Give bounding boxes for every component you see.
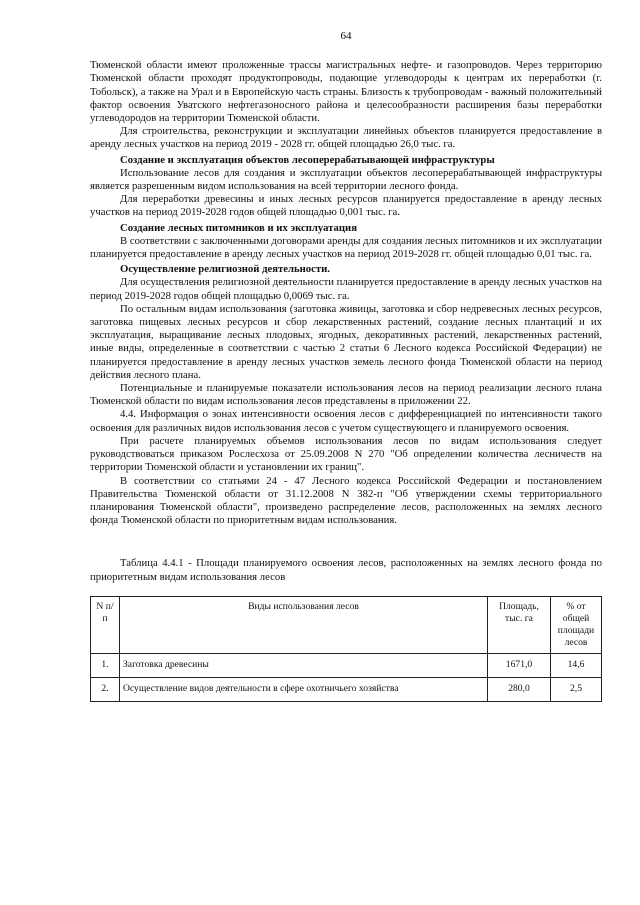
table-row	[91, 653, 602, 677]
section-heading: Создание лесных питомников и их эксплуатация	[120, 221, 357, 234]
header-percent: % от общей площади лесов	[551, 596, 602, 653]
paragraph: Для осуществления религиозной деятельности планируется предоставление в аренду лесных участков на период 2019-2028 годов общей площадью 0,0069 тыс. га.	[90, 276, 602, 302]
paragraph: Тюменской области имеют проложенные трассы магистральных нефте- и газопроводов. Через территорию Тюменской области проходят продуктопроводы, подающие углеводороды к центрам их переработки (г. Тобольск), а также на Урал и в Европейскую часть страны. Близость к трубопроводам - важный положительный фактор освоения Уватского нефтегазоносного района и целесообразности расширения базы переработки углеводородов на территории Тюменской области.	[90, 59, 602, 125]
cell-area: 280,0	[488, 677, 551, 701]
forest-use-table	[90, 596, 602, 702]
text-body	[90, 59, 602, 527]
cell-name: Заготовка древесины	[120, 653, 488, 677]
header-area: Площадь, тыс. га	[488, 596, 551, 653]
spacer	[90, 527, 602, 557]
cell-num: 1.	[91, 653, 120, 677]
table-row	[91, 677, 602, 701]
table-header-row	[91, 596, 602, 653]
page-number: 64	[340, 30, 352, 42]
cell-percent: 2,5	[551, 677, 602, 701]
cell-percent: 14,6	[551, 653, 602, 677]
paragraph: По остальным видам использования (заготовка живицы, заготовка и сбор недревесных лесных ресурсов, заготовка пищевых лесных ресурсов и сбор лекарственных растений, создание лесных плантаций и их эксплуатация, выращивание лесных плодовых, ягодных, декоративных растений, лекарственных растений, иные виды, определенные в соответствии с частью 2 статьи 6 Лесного кодекса Российской Федерации) не планируется предоставление в аренду лесных участков земель лесного фонда Тюменской области на период действия лесного плана.	[90, 302, 602, 381]
paragraph: 4.4. Информация о зонах интенсивности освоения лесов с дифференциацией по интенсивности такого освоения для различных видов использования лесов с учетом существующего и планируемого освоения.	[90, 408, 602, 434]
cell-name: Осуществление видов деятельности в сфере охотничьего хозяйства	[120, 677, 488, 701]
paragraph: В соответствии с заключенными договорами аренды для создания лесных питомников и их эксплуатации планируется предоставление в аренду лесных участков на период 2019-2028 гг. общей площадью 0,01 тыс. га.	[90, 234, 602, 261]
table-caption: Таблица 4.4.1 - Площади планируемого освоения лесов, расположенных на землях лесного фонда по приоритетным видам использования лесов	[90, 557, 602, 583]
header-type: Виды использования лесов	[120, 596, 488, 653]
paragraph: Для переработки древесины и иных лесных ресурсов планируется предоставление в аренду лесных участков на период 2019-2028 годов общей площадью 0,001 тыс. га.	[90, 193, 602, 219]
section-heading: Создание и эксплуатация объектов лесоперерабатывающей инфраструктуры	[120, 153, 495, 166]
paragraph: Потенциальные и планируемые показатели использования лесов на период реализации лесного плана Тюменской области по видам использования лесов представлены в приложении 22.	[90, 382, 602, 408]
paragraph: Для строительства, реконструкции и эксплуатации линейных объектов планируется предоставление в аренду лесных участков на период 2019 - 2028 гг. общей площадью 26,0 тыс. га.	[90, 125, 602, 151]
paragraph: При расчете планируемых объемов использования лесов по видам использования следует руководствоваться приказом Рослесхоза от 25.09.2008 N 270 "Об определении количества лесничеств на территории Тюменской области и установлении их границ".	[90, 434, 602, 474]
paragraph: В соответствии со статьями 24 - 47 Лесного кодекса Российской Федерации и постановлением Правительства Тюменской области от 31.12.2008 N 382-п "Об утверждении схемы территориального планирования Тюменской области", произведено распределение лесов, расположенных на землях лесного фонда Тюменской области по приоритетным видам использования.	[90, 474, 602, 527]
section-heading: Осуществление религиозной деятельности.	[120, 263, 330, 276]
cell-area: 1671,0	[488, 653, 551, 677]
paragraph: Использование лесов для создания и эксплуатации объектов лесоперерабатывающей инфраструктуры является разрешенным видом использования на всей территории лесного фонда.	[90, 166, 602, 193]
header-num: N п/п	[91, 596, 120, 653]
cell-num: 2.	[91, 677, 120, 701]
